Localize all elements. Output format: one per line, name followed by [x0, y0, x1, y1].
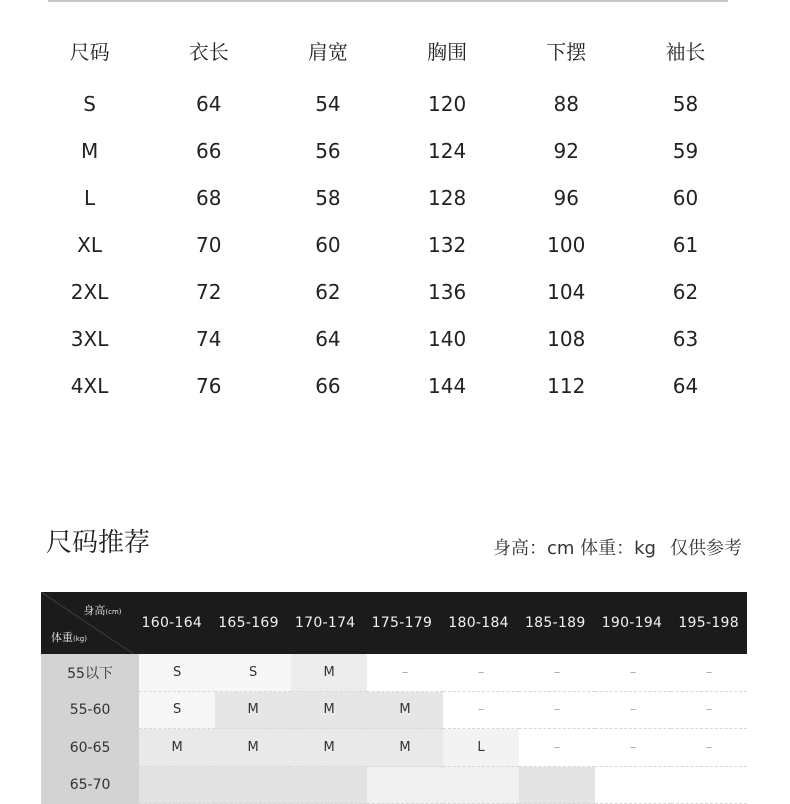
size-chart-cell: 76 — [149, 374, 268, 398]
size-recommend-cell — [291, 767, 367, 804]
size-chart-cell: 128 — [388, 186, 507, 210]
size-recommend-cell: – — [671, 729, 747, 767]
size-recommend-cell: M — [291, 654, 367, 692]
height-range-header: 185-189 — [517, 592, 594, 654]
reference-note: 仅供参考 — [670, 538, 742, 559]
header-shoulder: 肩宽 — [268, 36, 387, 65]
size-chart-cell: 108 — [507, 327, 626, 351]
size-chart-cell: 58 — [268, 186, 387, 210]
size-chart-cell: 70 — [149, 233, 268, 257]
size-recommend-cell — [443, 767, 519, 804]
size-recommend-cell: M — [367, 692, 443, 730]
unit-note — [493, 534, 742, 560]
size-chart-row — [30, 268, 745, 315]
grid-row — [41, 729, 747, 767]
size-chart-table — [30, 30, 745, 409]
top-divider — [48, 0, 728, 2]
size-recommend-cell: L — [443, 729, 519, 767]
corner-weight-label — [51, 629, 87, 645]
size-chart-cell: 4XL — [30, 374, 149, 398]
weight-range-label: 55-60 — [41, 692, 139, 730]
size-recommend-cell: – — [595, 729, 671, 767]
size-recommend-cell: – — [519, 654, 595, 692]
size-chart-cell: 54 — [268, 92, 387, 116]
size-recommend-cell: M — [291, 692, 367, 730]
size-recommend-cell: – — [367, 654, 443, 692]
size-recommend-cell: M — [291, 729, 367, 767]
size-recommend-cell — [519, 767, 595, 804]
size-chart-cell: 64 — [268, 327, 387, 351]
size-chart-cell: 62 — [268, 280, 387, 304]
size-chart-cell: 140 — [388, 327, 507, 351]
size-chart-cell: 64 — [626, 374, 745, 398]
size-chart-cell: 62 — [626, 280, 745, 304]
height-range-header: 190-194 — [594, 592, 671, 654]
size-recommend-cell — [139, 767, 215, 804]
height-range-header: 195-198 — [670, 592, 747, 654]
size-recommend-cell: – — [671, 654, 747, 692]
corner-height-text: 身高 — [83, 604, 105, 617]
grid-row — [41, 767, 747, 804]
size-chart-cell: 144 — [388, 374, 507, 398]
grid-body — [41, 654, 747, 804]
size-chart-cell: 132 — [388, 233, 507, 257]
height-range-header: 165-169 — [210, 592, 287, 654]
size-chart-header-row — [30, 30, 745, 70]
size-chart-cell: 96 — [507, 186, 626, 210]
height-range-headers — [134, 592, 748, 654]
size-chart-row — [30, 221, 745, 268]
height-range-header: 160-164 — [134, 592, 211, 654]
header-length: 衣长 — [149, 36, 268, 65]
size-chart-row — [30, 315, 745, 362]
header-hem: 下摆 — [507, 36, 626, 65]
size-chart-row — [30, 127, 745, 174]
size-chart-cell: L — [30, 186, 149, 210]
size-recommend-cell: M — [215, 729, 291, 767]
size-chart-cell: 124 — [388, 139, 507, 163]
corner-height-unit: (cm) — [105, 608, 121, 616]
size-chart-cell: 58 — [626, 92, 745, 116]
size-chart-row — [30, 174, 745, 221]
grid-header-row — [41, 592, 747, 654]
size-chart-cell: 100 — [507, 233, 626, 257]
header-size: 尺码 — [30, 36, 149, 65]
size-recommend-cell — [595, 767, 671, 804]
weight-range-label: 65-70 — [41, 767, 139, 804]
corner-weight-text: 体重 — [51, 631, 73, 644]
size-recommend-cell: – — [443, 654, 519, 692]
size-chart-cell: 68 — [149, 186, 268, 210]
size-chart-cell: 88 — [507, 92, 626, 116]
size-recommend-cell: M — [215, 692, 291, 730]
size-recommend-cell: – — [519, 729, 595, 767]
size-chart-cell: 72 — [149, 280, 268, 304]
size-chart-cell: 74 — [149, 327, 268, 351]
size-recommend-cell: M — [367, 729, 443, 767]
corner-weight-unit: (kg) — [73, 635, 87, 643]
size-chart-cell: 56 — [268, 139, 387, 163]
size-recommend-grid — [41, 592, 747, 804]
size-chart-cell: 66 — [268, 374, 387, 398]
size-recommend-cell — [215, 767, 291, 804]
size-recommend-title: 尺码推荐 — [46, 522, 150, 559]
size-recommend-cell — [671, 767, 747, 804]
size-recommend-cell: S — [139, 692, 215, 730]
grid-row — [41, 692, 747, 730]
units-text: 身高：cm 体重：kg — [493, 538, 656, 559]
size-chart-cell: 60 — [268, 233, 387, 257]
size-recommend-cell: – — [671, 692, 747, 730]
header-chest: 胸围 — [388, 36, 507, 65]
height-range-header: 170-174 — [287, 592, 364, 654]
size-chart-cell: 61 — [626, 233, 745, 257]
size-recommend-cell: – — [519, 692, 595, 730]
weight-range-label: 55以下 — [41, 654, 139, 692]
size-chart-cell: 92 — [507, 139, 626, 163]
size-recommend-cell: – — [443, 692, 519, 730]
size-chart-cell: 66 — [149, 139, 268, 163]
size-chart-cell: 2XL — [30, 280, 149, 304]
size-chart-body — [30, 80, 745, 409]
size-chart-cell: 3XL — [30, 327, 149, 351]
size-chart-row — [30, 362, 745, 409]
size-recommend-cell: S — [215, 654, 291, 692]
weight-range-label: 60-65 — [41, 729, 139, 767]
size-recommend-cell: M — [139, 729, 215, 767]
size-chart-cell: 63 — [626, 327, 745, 351]
size-chart-cell: 60 — [626, 186, 745, 210]
size-chart-cell: 104 — [507, 280, 626, 304]
size-recommend-cell: – — [595, 654, 671, 692]
size-chart-cell: S — [30, 92, 149, 116]
size-recommend-cell: – — [595, 692, 671, 730]
size-chart-cell: 59 — [626, 139, 745, 163]
size-chart-cell: XL — [30, 233, 149, 257]
size-chart-cell: M — [30, 139, 149, 163]
corner-height-label — [83, 602, 121, 618]
size-chart-row — [30, 80, 745, 127]
grid-row — [41, 654, 747, 692]
height-range-header: 175-179 — [364, 592, 441, 654]
size-chart-cell: 64 — [149, 92, 268, 116]
size-recommend-cell: S — [139, 654, 215, 692]
size-recommend-cell — [367, 767, 443, 804]
grid-corner-cell — [41, 592, 134, 654]
size-chart-cell: 120 — [388, 92, 507, 116]
size-chart-cell: 136 — [388, 280, 507, 304]
header-sleeve: 袖长 — [626, 36, 745, 65]
size-chart-cell: 112 — [507, 374, 626, 398]
height-range-header: 180-184 — [440, 592, 517, 654]
